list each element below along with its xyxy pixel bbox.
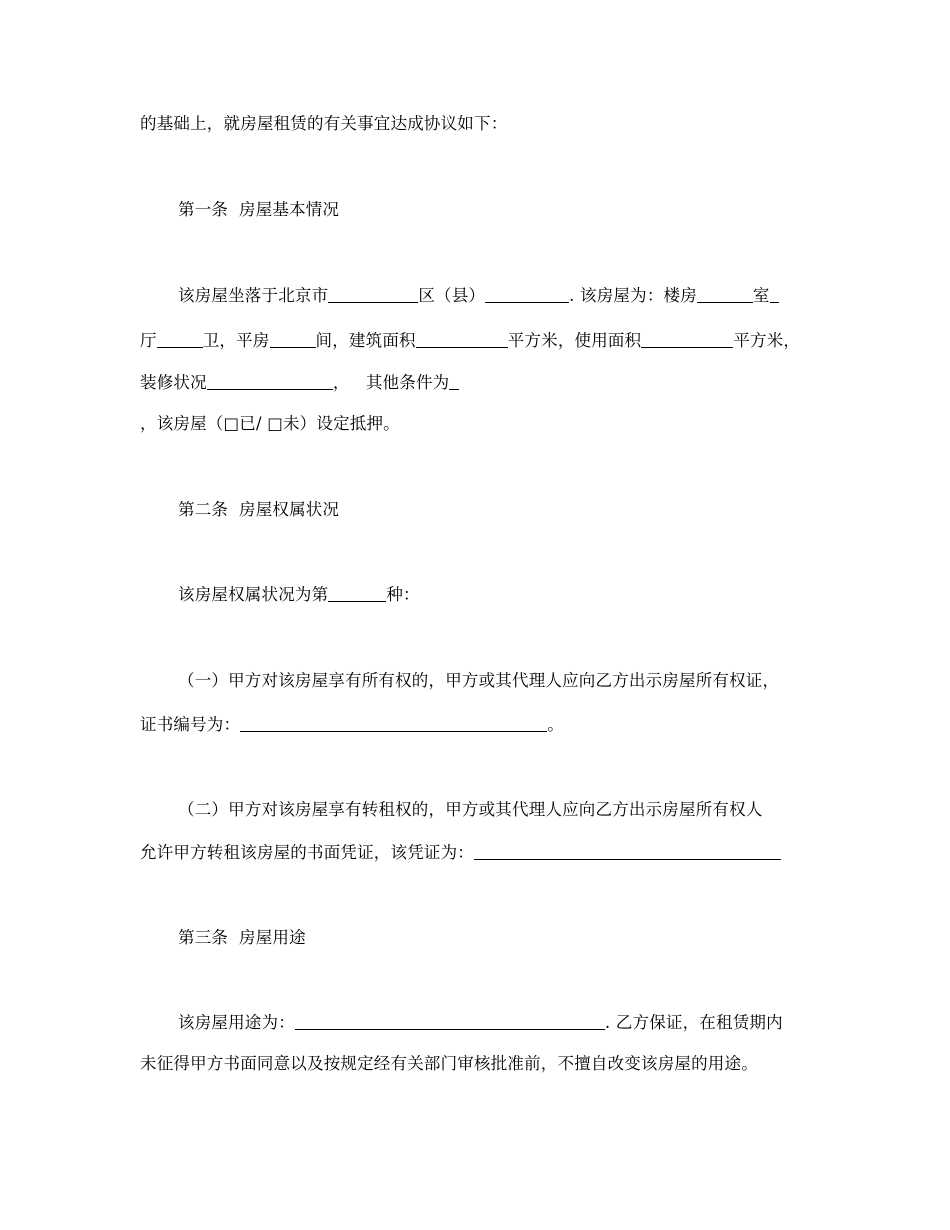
hall-label: 厅 (140, 331, 157, 350)
building-area-label: 间，建筑面积 (315, 331, 416, 350)
voucher-blank[interactable] (474, 843, 781, 860)
other-conditions-blank[interactable] (449, 373, 459, 390)
building-area-blank[interactable] (416, 331, 508, 348)
article-3-line-2 (140, 1053, 758, 1075)
usage-restriction-text: 未征得甲方书面同意以及按规定经有关部门审核批准前，不擅自改变该房屋的用途。 (140, 1054, 758, 1073)
clause-1-text: （一）甲方对该房屋享有所有权的，甲方或其代理人应向乙方出示房屋所有权证， (178, 671, 780, 690)
usage-label: 该房屋用途为： (178, 1013, 295, 1032)
county-label: 区（县） (418, 286, 486, 305)
article-1-line-2 (140, 330, 800, 352)
article-1-line-4 (140, 413, 400, 435)
article-3-title: 第三条 房屋用途 (178, 928, 306, 947)
sqm-label: 平方米， (733, 331, 801, 350)
ownership-type-blank[interactable] (328, 585, 386, 602)
clause-2-text: （二）甲方对该房屋享有转租权的，甲方或其代理人应向乙方出示房屋所有权人 (178, 800, 763, 819)
district-blank[interactable] (328, 286, 418, 303)
decoration-label: 装修状况 (140, 373, 207, 392)
article-3-heading (178, 927, 306, 949)
ownership-type-label: 该房屋权属状况为第 (178, 585, 329, 604)
article-2-heading (178, 499, 339, 521)
voucher-label: 允许甲方转租该房屋的书面凭证，该凭证为： (140, 843, 474, 862)
article-1-heading (178, 199, 339, 221)
certificate-number-label: 证书编号为： (140, 715, 241, 734)
bungalow-label: 卫，平房 (202, 331, 270, 350)
other-conditions-label: ， 其他条件为 (332, 373, 450, 392)
clause-1-line-1 (178, 670, 779, 692)
intro-text: 的基础上，就房屋租赁的有关事宜达成协议如下： (140, 114, 508, 133)
location-label: 该房屋坐落于北京市 (178, 286, 329, 305)
ownership-type-suffix: 种： (386, 585, 420, 604)
usage-blank[interactable] (295, 1013, 605, 1030)
article-2-title: 第二条 房屋权属状况 (178, 500, 340, 519)
certificate-period: 。 (547, 715, 564, 734)
guarantee-text: . 乙方保证，在租赁期内 (604, 1013, 783, 1032)
room-unit-label: 室 (752, 286, 770, 305)
usable-area-blank[interactable] (641, 331, 733, 348)
article-3-line-1 (178, 1012, 783, 1034)
usable-area-label: 平方米，使用面积 (507, 331, 642, 350)
mortgage-text: ，该房屋（□已/ □未）设定抵押。 (140, 414, 400, 433)
certificate-number-blank[interactable] (240, 715, 547, 732)
bungalow-rooms-blank[interactable] (270, 331, 316, 348)
building-type-label: . 该房屋为：楼房 (569, 286, 697, 305)
article-1-title: 第一条 房屋基本情况 (178, 200, 340, 219)
article-2-line-1 (178, 584, 420, 606)
address-blank[interactable] (485, 286, 569, 303)
article-1-line-3 (140, 372, 459, 394)
rooms-blank[interactable] (697, 286, 753, 303)
clause-1-line-2 (140, 714, 564, 736)
bathroom-blank[interactable] (157, 331, 203, 348)
article-1-line-1 (178, 285, 779, 307)
room-tail-blank[interactable] (770, 286, 779, 303)
clause-2-line-2 (140, 842, 781, 864)
decoration-blank[interactable] (207, 373, 333, 390)
intro-line (140, 113, 507, 135)
clause-2-line-1 (178, 799, 763, 821)
